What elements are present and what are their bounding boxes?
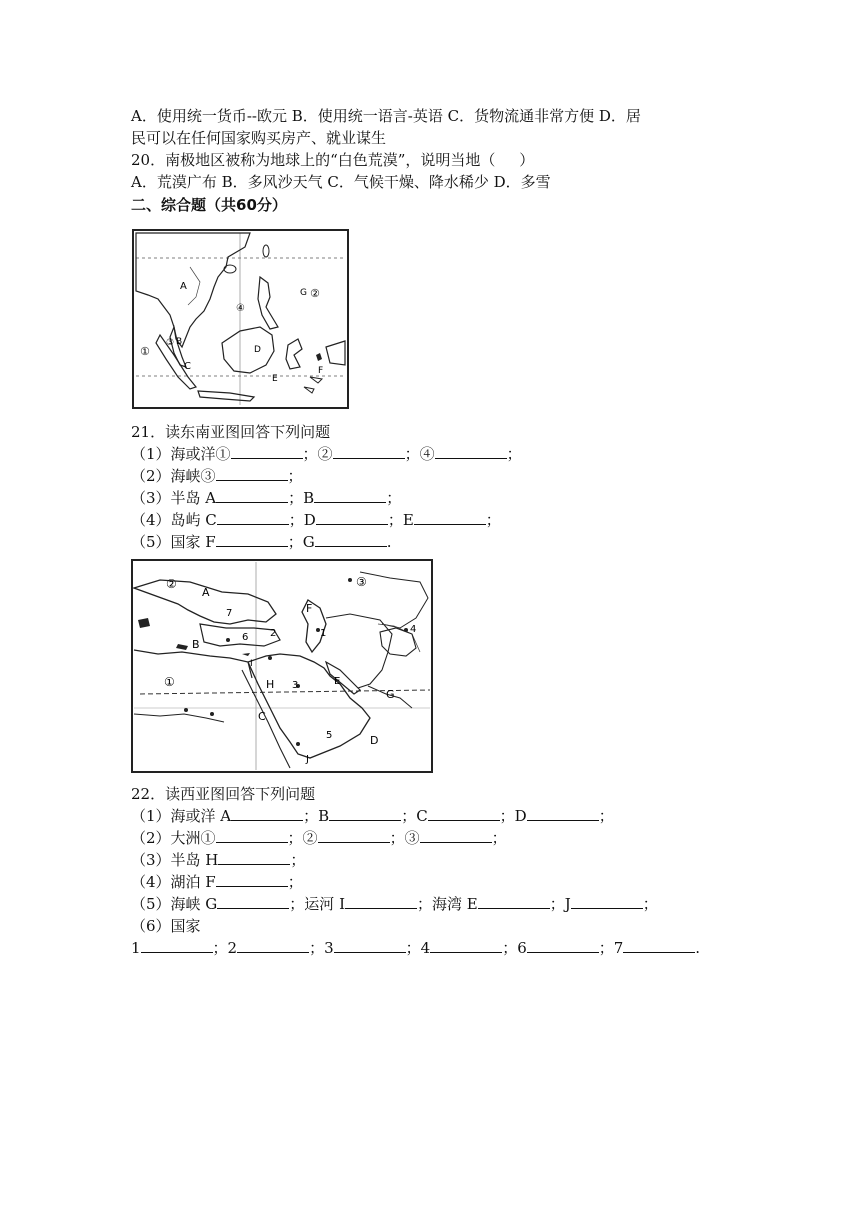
answer-blank[interactable] [571,894,643,909]
q22-part1: （1）海或洋 A ；B ；C ；D ； [131,807,614,825]
answer-blank[interactable] [527,806,599,821]
map1-label-a: A [180,281,187,292]
map2-label-6: 6 [242,632,249,643]
q20-stem: 20．南极地区被称为地球上的“白色荒漠”，说明当地（ ） [131,151,535,169]
answer-blank[interactable] [231,806,303,821]
map2-label-1: 1 [320,628,327,639]
answer-blank[interactable] [316,510,388,525]
map1-label-circle-4: ④ [236,303,245,314]
west-asia-map [130,558,436,776]
map1-label-circle-2: ② [310,287,320,300]
answer-blank[interactable] [318,828,390,843]
map2-label-i: I [250,659,253,669]
q21-part5: （5）国家 F ；G . [131,533,392,551]
west-asia-map-svg [130,558,436,776]
map2-label-circle-2: ② [166,577,177,591]
answer-blank[interactable] [435,444,507,459]
map2-label-c: C [258,710,266,723]
map1-label-g: G [300,288,307,298]
southeast-asia-map-svg [130,227,352,413]
answer-blank[interactable] [420,828,492,843]
answer-blank[interactable] [334,938,406,953]
answer-blank[interactable] [314,488,386,503]
q22-part3: （3）半岛 H ； [131,851,306,869]
map2-label-5: 5 [326,730,333,741]
map2-label-4: 4 [410,624,417,635]
map2-label-f: F [306,602,313,615]
q22-stem: 22．读西亚图回答下列问题 [131,785,316,803]
answer-blank[interactable] [231,444,303,459]
answer-blank[interactable] [623,938,695,953]
q20-options: A．荒漠广布 B．多风沙天气 C．气候干燥、降水稀少 D．多雪 [131,173,551,191]
q22-part5: （5）海峡 G ；运河 I ；海湾 E ；J ； [131,895,658,913]
map2-label-b: B [192,638,200,651]
answer-blank[interactable] [315,532,387,547]
answer-blank[interactable] [478,894,550,909]
map2-label-j: J [306,754,309,765]
answer-blank[interactable] [527,938,599,953]
answer-blank[interactable] [217,894,289,909]
map1-label-f: F [318,366,324,376]
map2-label-a: A [202,586,210,599]
q22-part4: （4）湖泊 F ； [131,873,303,891]
map2-label-7: 7 [226,608,233,619]
map1-label-b: B [176,337,183,347]
map1-label-c: C [184,361,191,372]
answer-blank[interactable] [329,806,401,821]
q21-part2: （2）海峡③ ； [131,467,303,485]
answer-blank[interactable] [216,532,288,547]
map2-label-circle-1: ① [164,675,175,689]
section-2-title: 二、综合题（共60分） [131,196,287,214]
q19-options-line2: 民可以在任何国家购买房产、就业谋生 [131,129,387,147]
answer-blank[interactable] [216,828,288,843]
southeast-asia-map [130,227,352,413]
map2-label-3: 3 [292,680,299,691]
map2-label-d: D [370,734,379,747]
answer-blank[interactable] [218,850,290,865]
answer-blank[interactable] [428,806,500,821]
answer-blank[interactable] [333,444,405,459]
answer-blank[interactable] [217,510,289,525]
map2-label-e: E [334,676,341,687]
answer-blank[interactable] [237,938,309,953]
q22-part6: （6）国家 [131,917,201,935]
map2-label-2: 2 [270,628,277,639]
map1-label-e: E [272,374,278,384]
q21-part1: （1）海或洋① ；② ；④ ； [131,445,522,463]
answer-blank[interactable] [430,938,502,953]
q21-part3: （3）半岛 A ；B ； [131,489,402,507]
q19-options-line1: A．使用统一货币--欧元 B．使用统一语言-英语 C．货物流通非常方便 D．居 [131,107,641,125]
answer-blank[interactable] [216,466,288,481]
q21-stem: 21．读东南亚图回答下列问题 [131,423,331,441]
map2-label-h: H [266,678,275,691]
answer-blank[interactable] [216,872,288,887]
q22-part6-countries: 1 ；2 ；3 ；4 ；6 ；7 . [131,939,701,957]
answer-blank[interactable] [414,510,486,525]
answer-blank[interactable] [345,894,417,909]
map2-label-circle-3: ③ [356,575,367,589]
map1-label-d: D [254,345,261,355]
answer-blank[interactable] [141,938,213,953]
map2-label-g: G [386,688,395,701]
q21-part4: （4）岛屿 C ；D ；E ； [131,511,501,529]
map1-label-circle-1: ① [140,345,150,358]
q22-part2: （2）大洲① ；② ；③ ； [131,829,507,847]
map1-label-circle-3: ③ [166,338,175,348]
answer-blank[interactable] [216,488,288,503]
